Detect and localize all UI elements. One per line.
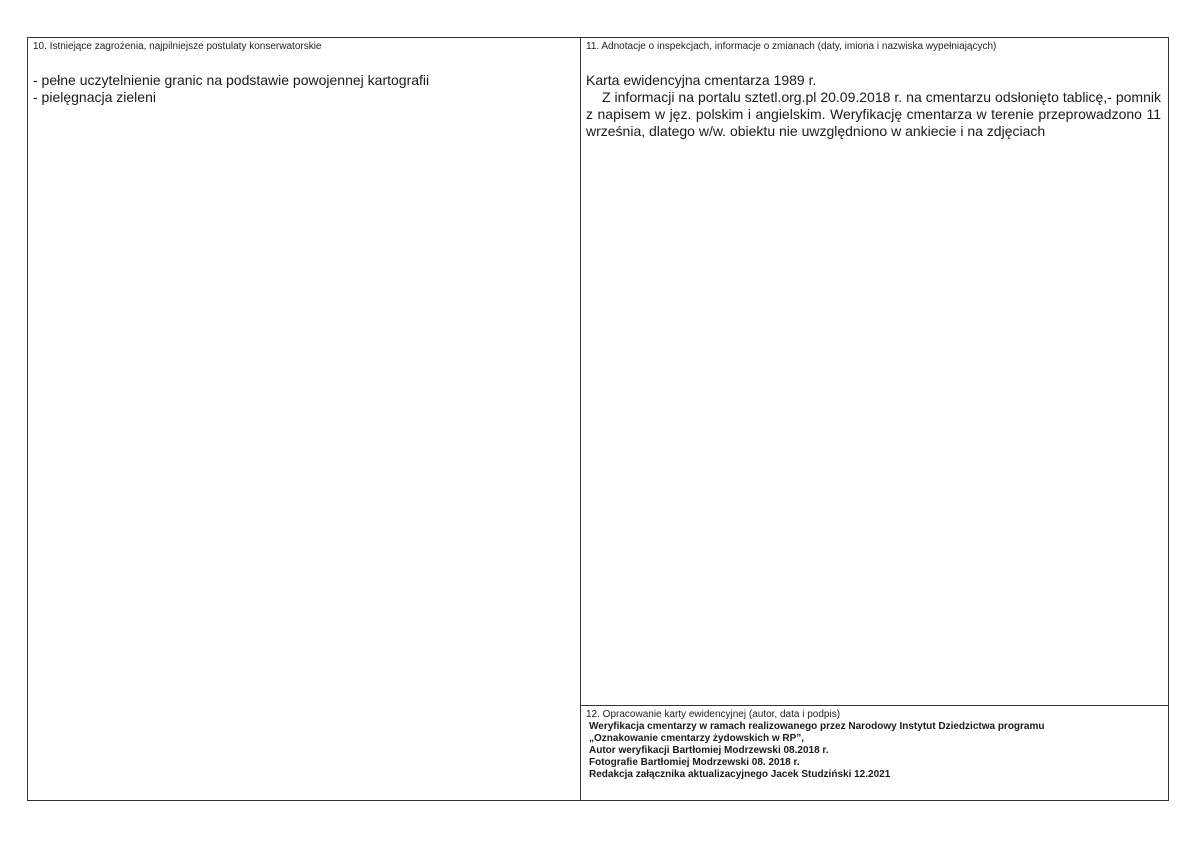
section-11-annotations bbox=[581, 38, 1168, 706]
form-sheet bbox=[27, 37, 1169, 801]
section-12-body bbox=[581, 721, 1168, 781]
authorship-line: Weryfikacja cmentarzy w ramach realizowanego przez Narodowy Instytut Dziedzictwa programu bbox=[589, 721, 1045, 732]
section-11-heading: 11. Adnotacje o inspekcjach, informacje o zmianach (daty, imiona i nazwiska wypełniających) bbox=[586, 41, 997, 52]
section-11-body bbox=[581, 72, 1168, 140]
threat-item: - pełne uczytelnienie granic na podstawie powojennej kartografii bbox=[33, 72, 430, 88]
authorship-line: „Oznakowanie cmentarzy żydowskich w RP”, bbox=[589, 733, 805, 744]
authorship-line: Autor weryfikacji Bartłomiej Modrzewski 08.2018 r. bbox=[589, 745, 829, 756]
section-10-body bbox=[28, 72, 580, 106]
section-12-heading: 12. Opracowanie karty ewidencyjnej (autor, data i podpis) bbox=[586, 709, 841, 720]
section-10-threats bbox=[28, 38, 581, 800]
section-12-authorship bbox=[581, 706, 1168, 800]
right-column bbox=[581, 38, 1168, 800]
authorship-line: Redakcja załącznika aktualizacyjnego Jacek Studziński 12.2021 bbox=[589, 769, 891, 780]
section-10-heading: 10. Istniejące zagrożenia, najpilniejsze postulaty konserwatorskie bbox=[33, 41, 322, 52]
authorship-line: Fotografie Bartłomiej Modrzewski 08. 2018 r. bbox=[589, 757, 800, 768]
annotation-first-line: Karta ewidencyjna cmentarza 1989 r. bbox=[586, 72, 817, 88]
threat-item: - pielęgnacja zieleni bbox=[33, 89, 156, 105]
annotation-paragraph: Z informacji na portalu sztetl.org.pl 20.09.2018 r. na cmentarzu odsłonięto tablicę,- pomnik z napisem w jęz. polskim i angielskim. Weryfikację cmentarza w terenie przeprowadzono 11 września, dlatego w/w. obiektu nie uwzględniono w ankiecie i na zdjęciach bbox=[586, 89, 1161, 139]
